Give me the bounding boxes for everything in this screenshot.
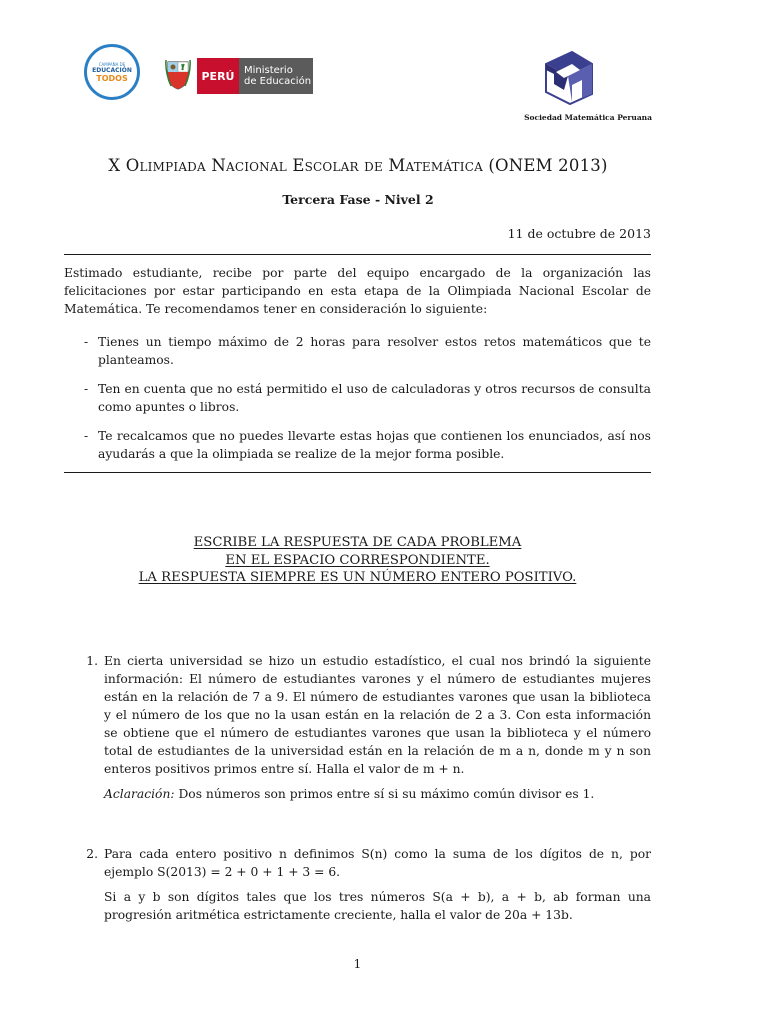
campaign-logo-line3: TODOS [96,73,128,83]
list-item [84,380,651,416]
list-item [84,333,651,369]
problem-text: Para cada entero positivo n definimos S(n) como la suma de los dígitos de n, por ejemplo S(2013) = 2 + 0 + 1 + 3 = 6. [104,847,651,879]
campaign-logo-line2: EDUCACIÓN [92,66,132,74]
instructions-list [84,333,651,474]
problem-number: 1. [86,654,98,668]
exam-title [64,156,652,175]
bullet-dash: - [84,382,89,396]
page-number: 1 [353,957,362,971]
ministry-of-education-logo [197,58,313,94]
problem-note-label: Aclaración: [104,787,175,801]
smp-caption: Sociedad Matemática Peruana [524,113,652,122]
list-item [84,427,651,463]
intro-paragraph: Estimado estudiante, recibe por parte del equipo encargado de la organización las felicitaciones por estar participando en esta etapa de la Olimpiada Nacional Escolar de Matemática. Te recomendamos tener en consideración lo siguiente: [64,266,651,316]
bullet-dash: - [84,429,89,443]
peru-shield-icon [165,58,191,90]
ministry-logo-line2: de Educación [244,76,312,87]
bottom-divider [64,472,651,473]
campaign-logo-line1: CAMPAÑA DE [98,61,126,67]
ministry-logo-line1: Ministerio [244,65,293,76]
ministry-logo-country: PERÚ [197,58,239,94]
campaign-logo [84,44,144,104]
smp-logo-icon [542,50,596,106]
exam-date: 11 de octubre de 2013 [507,226,651,241]
bullet-text: Tienes un tiempo máximo de 2 horas para resolver estos retos matemáticos que te planteamos. [98,335,651,367]
problem-2 [64,845,651,924]
notice-line: LA RESPUESTA SIEMPRE ES UN NÚMERO ENTERO POSITIVO. [138,570,577,585]
notice-line: EN EL ESPACIO CORRESPONDIENTE. [225,552,490,568]
answer-notice [64,534,651,587]
problem-1 [64,652,651,803]
notice-line: ESCRIBE LA RESPUESTA DE CADA PROBLEMA [193,535,522,550]
exam-title-text: X Olimpiada Nacional Escolar de Matemática (ONEM 2013) [108,156,608,175]
problems-list [64,652,651,924]
bullet-dash: - [84,335,89,349]
problem-text-2: Si a y b son dígitos tales que los tres números S(a + b), a + b, ab forman una progresión aritmética estrictamente creciente, halla el valor de 20a + 13b. [104,890,651,922]
bullet-text: Ten en cuenta que no está permitido el uso de calculadoras y otros recursos de consulta como apuntes o libros. [98,382,651,414]
exam-subtitle: Tercera Fase - Nivel 2 [282,192,434,207]
problem-text: En cierta universidad se hizo un estudio estadístico, el cual nos brindó la siguiente información: El número de estudiantes varones y el número de estudiantes mujeres están en la relación de 7 a 9. El número de estudiantes varones que usan la biblioteca y el número de los que no la usan están en la relación de 2 a 3. Con esta información se obtiene que el número de estudiantes varones que usan la biblioteca y el número total de estudiantes de la universidad están en la relación de m a n, donde m y n son enteros positivos primos entre sí. Halla el valor de m + n. [104,654,651,776]
problem-note [104,785,651,803]
top-divider [64,254,651,255]
bullet-text: Te recalcamos que no puedes llevarte estas hojas que contienen los enunciados, así nos ayudarás a que la olimpiada se realize de la mejor forma posible. [98,429,651,461]
problem-number: 2. [86,847,98,861]
problem-note-text: Dos números son primos entre sí si su máximo común divisor es 1. [178,787,595,801]
